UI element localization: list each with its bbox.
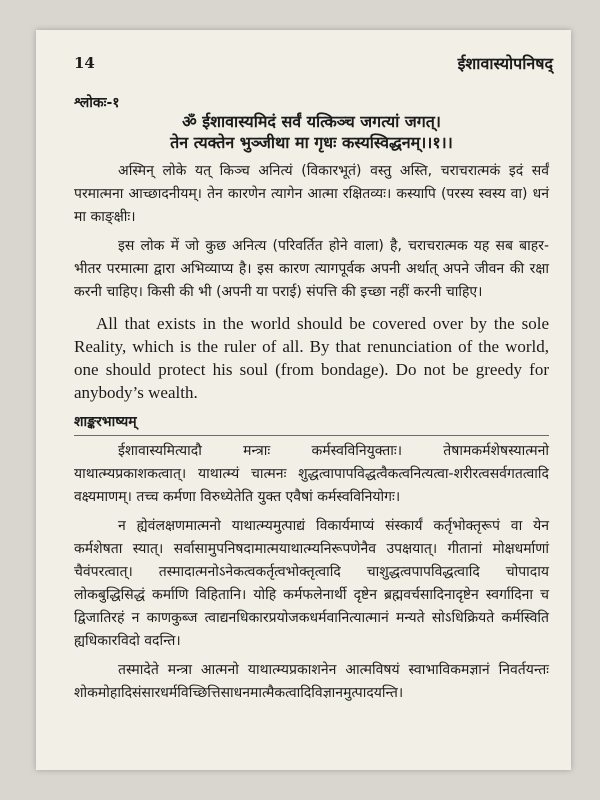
shloka-label: श्लोकः-१ <box>74 95 120 111</box>
verse-line-2: तेन त्यक्तेन भुञ्जीथा मा गृधः कस्यस्विद्धनम्।।१।। <box>170 133 453 152</box>
verse-line-1: ॐ ईशावास्यमिदं सर्वं यत्किञ्च जगत्यां जगत्। <box>182 112 441 131</box>
section-divider <box>74 435 549 436</box>
page-number: 14 <box>74 54 95 72</box>
commentary-paragraph-3: तस्मादेते मन्त्रा आत्मनो याथात्म्यप्रकाशनेन आत्मविषयं स्वाभाविकमज्ञानं निवर्तयन्तः शोकमोहादिसंसारधर्मविच्छित्तिसाधनमात्मैकत्वादिविज्ञानमुत्पादयन्ति। <box>74 662 549 701</box>
page-content <box>74 94 549 760</box>
commentary-heading: शाङ्करभाष्यम् <box>74 414 137 430</box>
hindi-translation-paragraph: इस लोक में जो कुछ अनित्य (परिवर्तित होने वाला) है, चराचरात्मक यह सब बाहर-भीतर परमात्मा द्वारा अभिव्याप्य है। इस कारण त्यागपूर्वक अपनी अर्थात् अपने जीवन की रक्षा करनी चाहिए। किसी की भी (अपनी या पराई) संपत्ति की इच्छा नहीं करनी चाहिए। <box>74 238 549 300</box>
running-title: ईशावास्योपनिषद् <box>457 54 553 73</box>
english-translation-paragraph: All that exists in the world should be covered over by the sole Reality, which is the ruler of all. By that renunciation of the world, one should protect his soul (from bondage). Do not be greedy for anybody’s wealth. <box>74 314 549 402</box>
book-page <box>36 30 571 770</box>
commentary-paragraph-2: न ह्येवंलक्षणमात्मनो याथात्म्यमुत्पाद्यं विकार्यमाप्यं संस्कार्यं कर्तृभोक्तृरूपं वा येन कर्मशेषता स्यात्। सर्वासामुपनिषदामात्मयाथात्म्यनिरूपणेनैव उपक्षयात्। गीतानां मोक्षधर्माणां चैवंपरत्वात्। तस्मादात्मनोऽनेकत्वकर्तृत्वभोक्तृत्वादि चाशुद्धत्वपापविद्धत्वादि चोपादाय लोकबुद्धिसिद्धं कर्माणि विहितानि। योहि कर्मफलेनार्थी दृष्टेन ब्रह्मवर्चसादिनादृष्टेन स्वर्गादिना च द्विजातिरहं न काणकुब्ज त्वाद्यनधिकारप्रयोजकधर्मवानित्यात्मानं मन्यते सोऽधिक्रियते कर्मस्विति ह्यधिकारविदो वदन्ति। <box>74 518 549 649</box>
sanskrit-prose-paragraph: अस्मिन् लोके यत् किञ्च अनित्यं (विकारभूतं) वस्तु अस्ति, चराचरात्मकं इदं सर्वं परमात्मना आच्छादनीयम्। तेन कारणेन त्यागेन आत्मा रक्षितव्यः। कस्यापि (परस्य स्वस्य वा) धनं मा काङ्क्षीः। <box>74 163 549 225</box>
page-header <box>36 54 571 78</box>
commentary-paragraph-1: ईशावास्यमित्यादौ मन्त्राः कर्मस्वविनियुक्ताः। तेषामकर्मशेषस्यात्मनो याथात्म्यप्रकाशकत्वात्। याथात्म्यं चात्मनः शुद्धत्वापापविद्धत्वैकत्वनित्यत्वा-शरीरत्वसर्वगतत्वादि वक्ष्यमाणम्। तच्च कर्मणा विरुध्येतेति युक्त एवैषां कर्मस्वविनियोगः। <box>74 443 549 505</box>
